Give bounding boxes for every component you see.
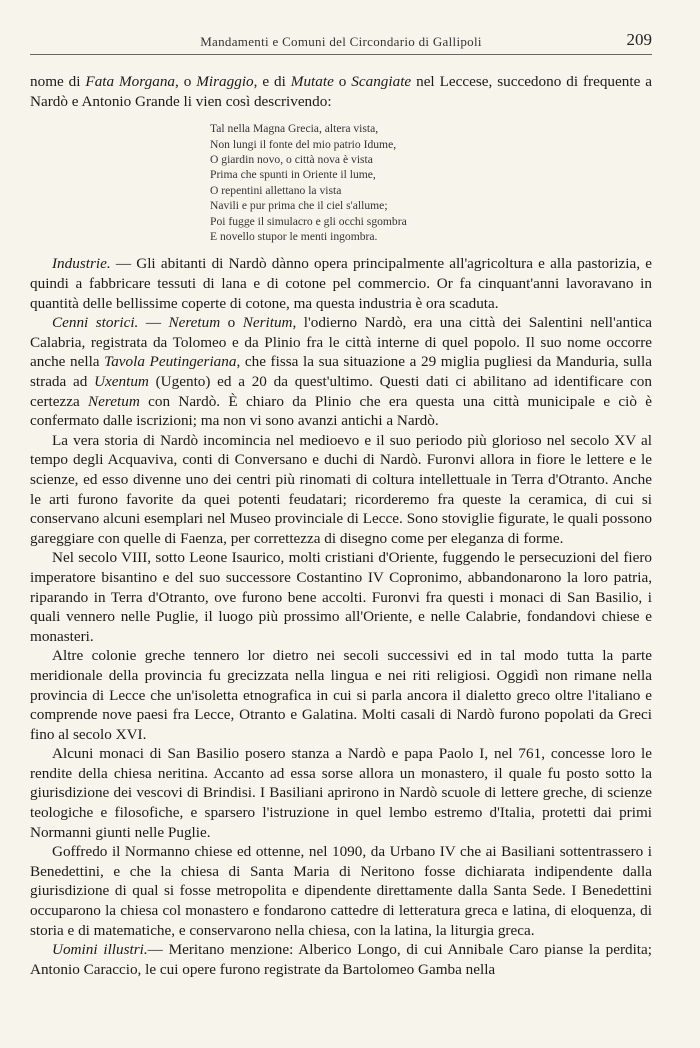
section-label: Uomini illustri. bbox=[52, 941, 148, 959]
intro-paragraph: nome di Fata Morgana, o Miraggio, e di Mutate o Scangiate nel Leccese, succedono di frequente a Nardò e Antonio Grande li vien così descrivendo: bbox=[30, 73, 652, 110]
page-number: 209 bbox=[626, 30, 652, 49]
body-paragraph: Altre colonie greche tennero lor dietro nei secoli successivi ed in tal modo tutta la parte meridionale della provincia fu grecizzata nella lingua e nei riti religiosi. Oggidì non rimane nella provincia di Lecce che un'isoletta etnografica in cui si parla ancora il dialetto greco oltre l'italiano e comprende nove paesi fra Lecce, Otranto e Galatina. Molti casali di Nardò furono popolati da Greci fino al secolo XVI. bbox=[30, 647, 652, 743]
poem-line: Navili e pur prima che il ciel s'allume; bbox=[210, 199, 388, 213]
poem-line: O giardin novo, o città nova è vista bbox=[210, 153, 373, 166]
body-paragraph: Goffredo il Normanno chiese ed ottenne, nel 1090, da Urbano IV che ai Basiliani sottentrassero i Benedettini, e che la chiesa di Santa Maria di Neritono fosse dichiarata indipendente dalla giurisdizione di qual si fosse metropolita e dipendente direttamente dalla Santa Sede. I Benedettini occuparono la chiesa col monastero e fondarono cattedre di letteratura greca e latina, di eloquenza, di storia e di matematiche, e conservarono nella chiesa, con la latina, la liturgia greca. bbox=[30, 843, 652, 939]
poem-line: Prima che spunti in Oriente il lume, bbox=[210, 168, 376, 182]
body-text bbox=[30, 72, 652, 979]
poem-line: Non lungi il fonte del mio patrio Idume, bbox=[210, 137, 397, 151]
industrie-paragraph: Industrie. — Gli abitanti di Nardò dànno opera principalmente all'agricoltura e alla pastorizia, e quindi a fabbricare tessuti di lana e di cotone pel commercio. Or fa cinquant'anni lavoravano in quantità delle bellissime coperte di cotone, ma questa industria è ora scaduta. bbox=[30, 255, 652, 312]
cenni-storici-paragraph: Cenni storici. — Neretum o Neritum, l'odierno Nardò, era una città dei Salentini nell'antica Calabria, registrata da Tolomeo e da Plinio fra le città interne di quel popolo. Il suo nome occorre anche nella Tavola Peutingeriana, che fissa la sua situazione a 29 miglia pugliesi da Manduria, sulla strada ad Uxentum (Ugento) ed a 20 da quest'ultimo. Questi dati ci abilitano ad identificare con certezza Neretum con Nardò. È chiaro da Plinio che era questa una città municipale e ciò è confermato dalle iscrizioni; ma non vi sono avanzi antichi a Nardò. bbox=[30, 314, 653, 430]
body-paragraph: La vera storia di Nardò incomincia nel medioevo e il suo periodo più glorioso nel secolo XV al tempo degli Acquaviva, conti di Conversano e duchi di Nardò. Furonvi allora in fiore le lettere e le scienze, ed esso divenne uno dei centri più rinomati di coltura intellettuale in Terra d'Otranto. Anche le arti furono favorite da quei potenti feudatari; ricorderemo fra queste la ceramica, di cui si conservano alcuni esemplari nel Museo provinciale di Lecce. Sono stoviglie figurate, le quali possono gareggiare con quelle di Faenza, per correttezza di disegno come per eleganza di forme. bbox=[30, 431, 652, 547]
poem-quote bbox=[210, 121, 652, 244]
poem-line: Tal nella Magna Grecia, altera vista, bbox=[210, 122, 379, 136]
section-label: Cenni storici. bbox=[52, 314, 139, 332]
body-paragraph: Alcuni monaci di San Basilio posero stanza a Nardò e papa Paolo I, nel 761, concesse loro le rendite della chiesa neritina. Accanto ad essa sorse allora un monastero, il quale fu posto sotto la giurisdizione dei vescovi di Brindisi. I Basiliani aprirono in Nardò scuole di lettere greche, di scienze teologiche e filosofiche, e sparsero l'istruzione in quel lembo estremo d'Italia, protetti dai primi Normanni giunti nelle Puglie. bbox=[30, 745, 652, 841]
uomini-illustri-paragraph: Uomini illustri.— Meritano menzione: Alberico Longo, di cui Annibale Caro pianse la perdita; Antonio Caraccio, le cui opere furono registrate da Bartolomeo Gamba nella bbox=[30, 941, 652, 978]
poem-line: O repentini allettano la vista bbox=[210, 183, 342, 197]
poem-line: E novello stupor le menti ingombra. bbox=[210, 230, 378, 244]
running-head bbox=[30, 30, 652, 55]
running-title: Mandamenti e Comuni del Circondario di Gallipoli bbox=[200, 34, 482, 49]
body-paragraph: Nel secolo VIII, sotto Leone Isaurico, molti cristiani d'Oriente, fuggendo le persecuzioni del fiero imperatore bisantino e del suo successore Costantino IV Copronimo, abbandonarono la loro patria, riparando in Terra d'Otranto, ove furono bene accolti. Furonvi fra questi i monaci di San Basilio, i quali vennero nelle Puglie, il luogo più prossimo all'Oriente, e nelle Calabrie, fondandovi chiese e monasteri. bbox=[30, 549, 652, 645]
section-label: Industrie. bbox=[52, 255, 111, 273]
poem-line: Poi fugge il simulacro e gli occhi sgombra bbox=[210, 214, 407, 228]
